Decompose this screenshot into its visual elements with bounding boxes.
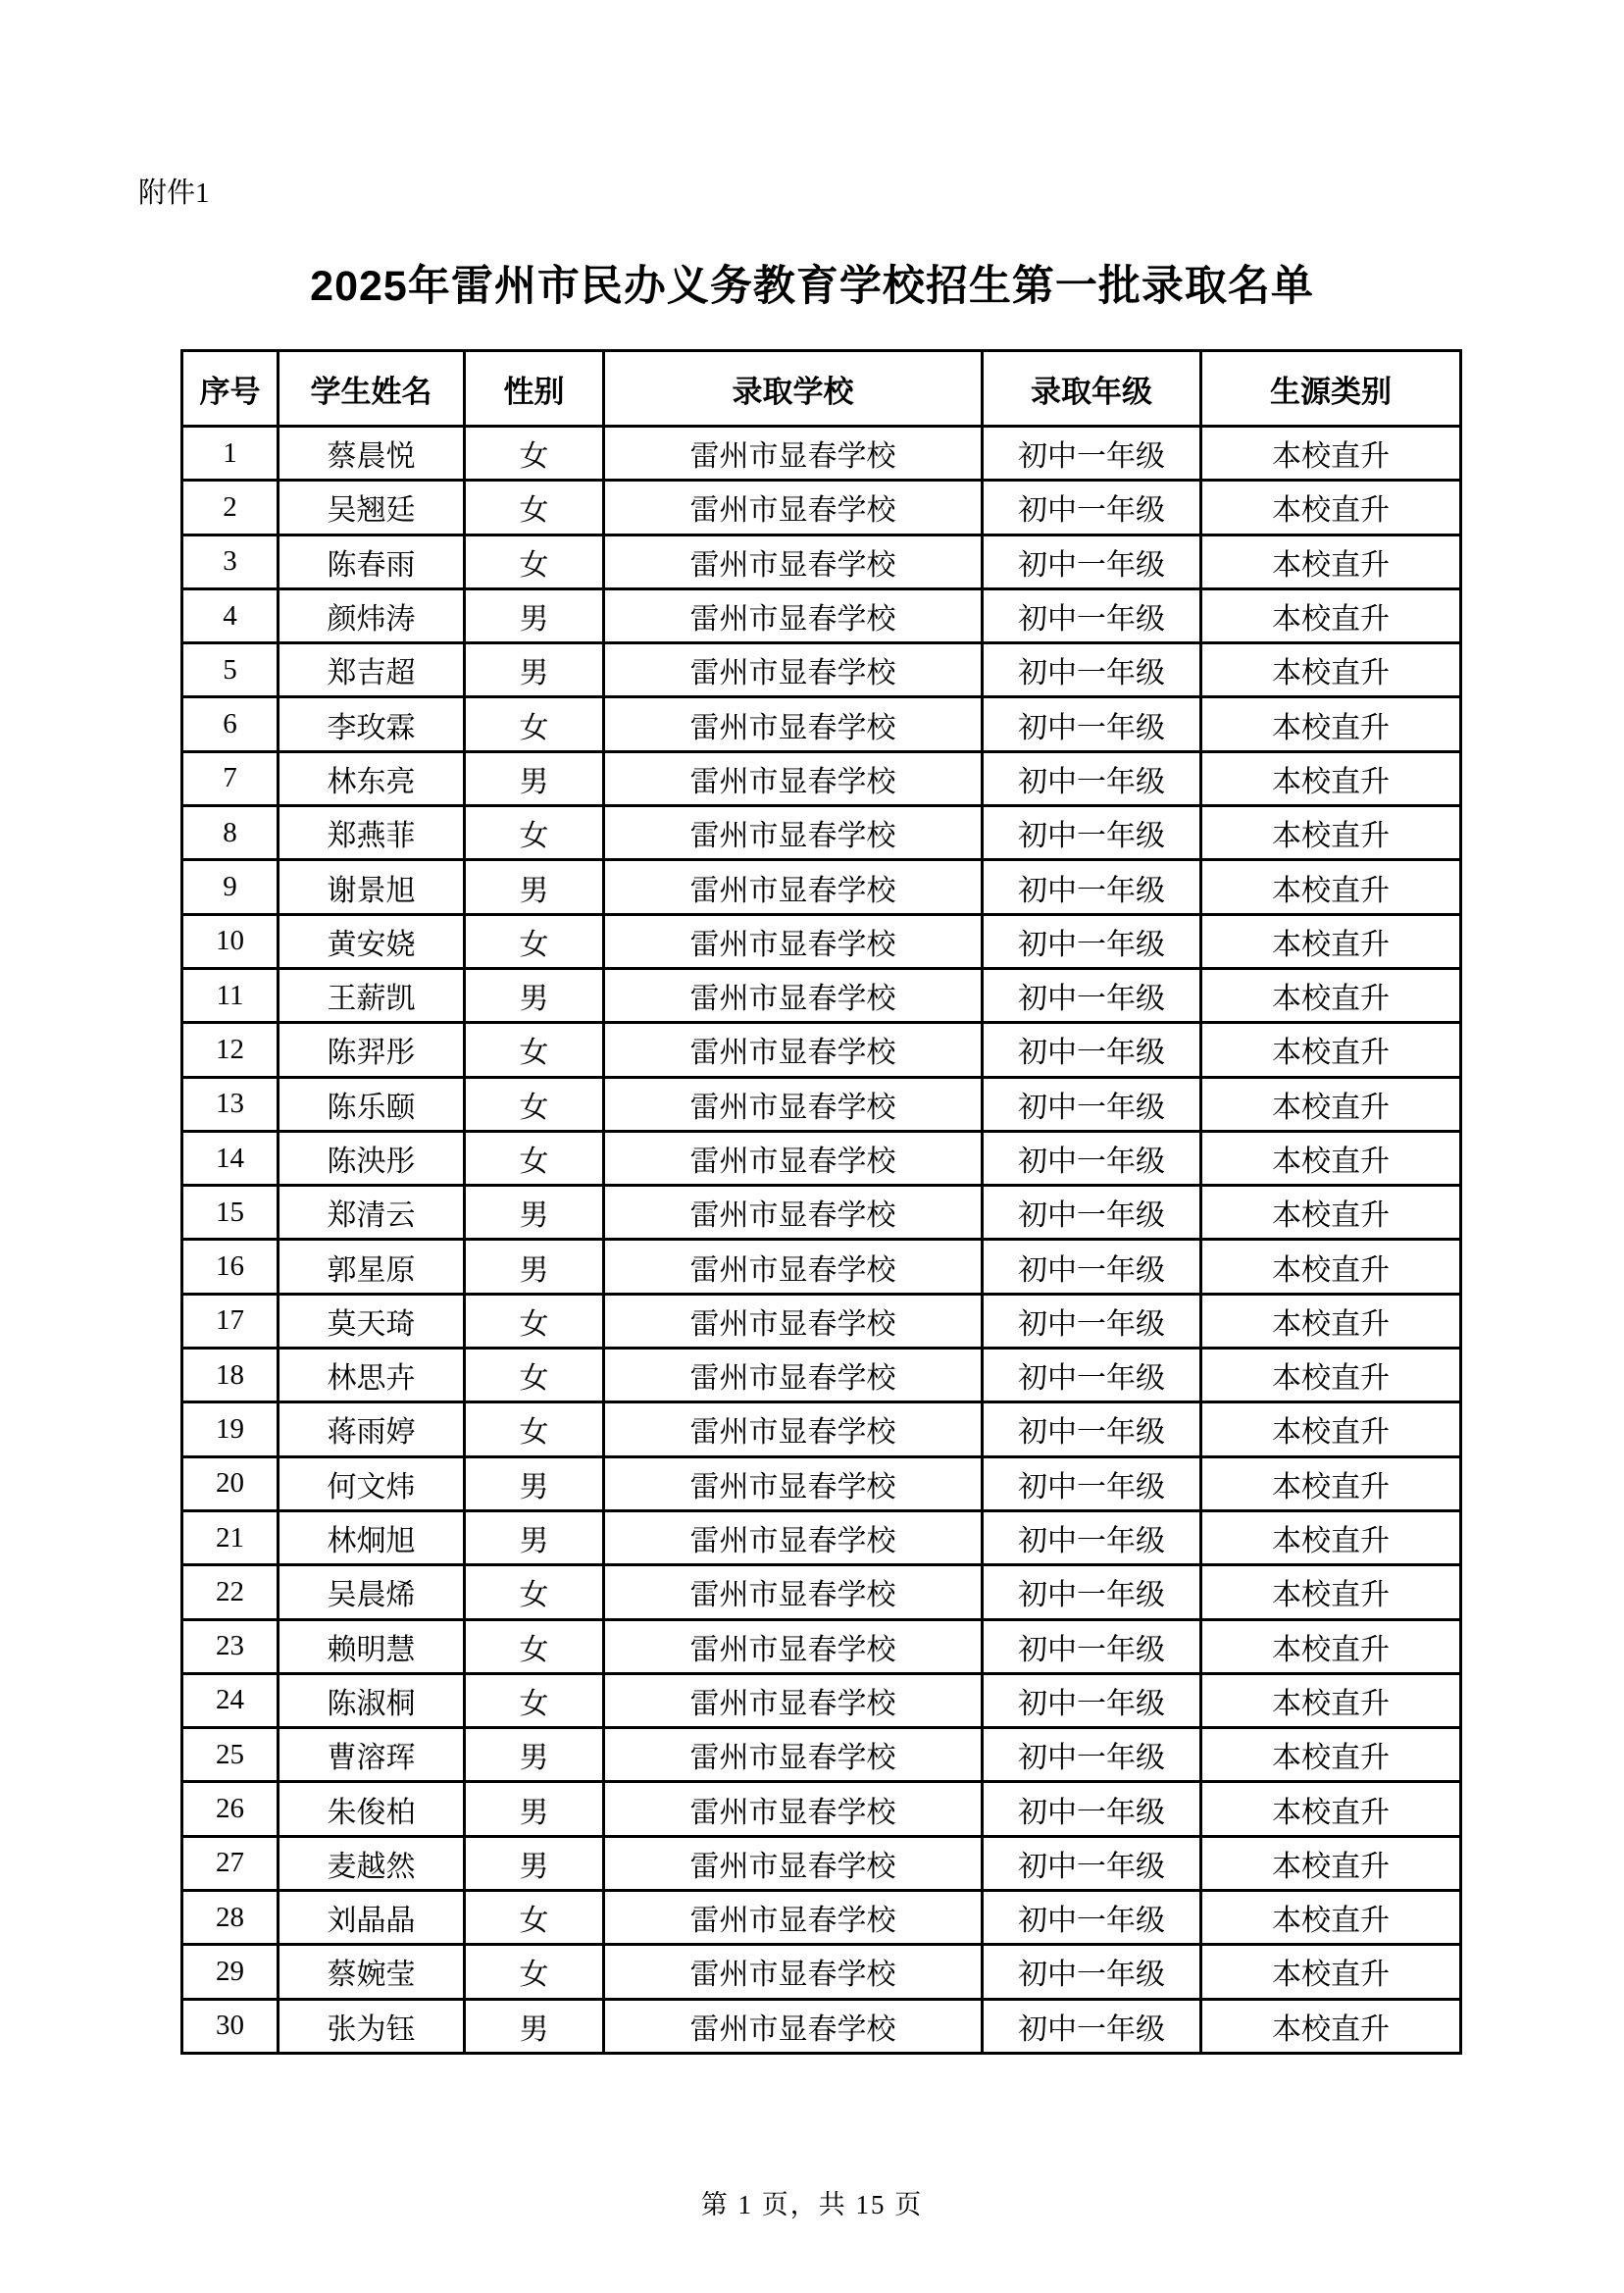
cell-school: 雷州市显春学校 [604, 1945, 983, 1999]
cell-source-type: 本校直升 [1201, 1240, 1461, 1294]
cell-grade: 初中一年级 [983, 1456, 1201, 1510]
cell-student-name: 王薪凯 [279, 968, 465, 1022]
table-row [182, 1349, 1461, 1402]
cell-index: 1 [182, 427, 279, 481]
cell-index: 17 [182, 1294, 279, 1348]
cell-index: 25 [182, 1728, 279, 1782]
cell-index: 9 [182, 860, 279, 914]
cell-student-name: 郑清云 [279, 1186, 465, 1240]
cell-index: 12 [182, 1023, 279, 1077]
table-row [182, 860, 1461, 914]
table-row [182, 1456, 1461, 1510]
table-row [182, 968, 1461, 1022]
cell-school: 雷州市显春学校 [604, 1186, 983, 1240]
cell-gender: 女 [465, 1891, 604, 1945]
cell-index: 30 [182, 1999, 279, 2053]
cell-index: 4 [182, 588, 279, 642]
cell-student-name: 李玫霖 [279, 697, 465, 751]
cell-student-name: 刘晶晶 [279, 1891, 465, 1945]
cell-gender: 男 [465, 1999, 604, 2053]
cell-gender: 女 [465, 1131, 604, 1185]
cell-source-type: 本校直升 [1201, 1077, 1461, 1131]
cell-grade: 初中一年级 [983, 535, 1201, 588]
cell-student-name: 蒋雨婷 [279, 1402, 465, 1456]
cell-source-type: 本校直升 [1201, 1836, 1461, 1890]
cell-index: 11 [182, 968, 279, 1022]
table-row [182, 481, 1461, 535]
table-row [182, 806, 1461, 860]
cell-index: 15 [182, 1186, 279, 1240]
cell-gender: 女 [465, 427, 604, 481]
cell-school: 雷州市显春学校 [604, 914, 983, 968]
admission-table [180, 349, 1462, 2055]
cell-source-type: 本校直升 [1201, 1999, 1461, 2053]
table-body [182, 427, 1461, 2054]
cell-gender: 男 [465, 588, 604, 642]
cell-grade: 初中一年级 [983, 1728, 1201, 1782]
cell-source-type: 本校直升 [1201, 643, 1461, 697]
cell-index: 22 [182, 1565, 279, 1619]
cell-source-type: 本校直升 [1201, 1619, 1461, 1673]
cell-student-name: 莫天琦 [279, 1294, 465, 1348]
cell-gender: 女 [465, 914, 604, 968]
cell-school: 雷州市显春学校 [604, 1294, 983, 1348]
cell-grade: 初中一年级 [983, 1510, 1201, 1564]
col-header-name: 学生姓名 [279, 351, 465, 427]
cell-gender: 男 [465, 968, 604, 1022]
cell-source-type: 本校直升 [1201, 1023, 1461, 1077]
table-row [182, 588, 1461, 642]
cell-school: 雷州市显春学校 [604, 535, 983, 588]
cell-grade: 初中一年级 [983, 914, 1201, 968]
table-row [182, 697, 1461, 751]
cell-source-type: 本校直升 [1201, 1565, 1461, 1619]
col-header-grade: 录取年级 [983, 351, 1201, 427]
cell-student-name: 蔡婉莹 [279, 1945, 465, 1999]
cell-school: 雷州市显春学校 [604, 1673, 983, 1727]
cell-student-name: 黄安娆 [279, 914, 465, 968]
cell-source-type: 本校直升 [1201, 427, 1461, 481]
cell-student-name: 陈淑桐 [279, 1673, 465, 1727]
cell-student-name: 蔡晨悦 [279, 427, 465, 481]
cell-school: 雷州市显春学校 [604, 806, 983, 860]
cell-school: 雷州市显春学校 [604, 1728, 983, 1782]
cell-source-type: 本校直升 [1201, 1673, 1461, 1727]
cell-gender: 男 [465, 1240, 604, 1294]
cell-school: 雷州市显春学校 [604, 1456, 983, 1510]
cell-school: 雷州市显春学校 [604, 588, 983, 642]
table-row [182, 1510, 1461, 1564]
cell-grade: 初中一年级 [983, 697, 1201, 751]
cell-index: 24 [182, 1673, 279, 1727]
cell-grade: 初中一年级 [983, 1402, 1201, 1456]
cell-school: 雷州市显春学校 [604, 481, 983, 535]
cell-source-type: 本校直升 [1201, 1131, 1461, 1185]
cell-student-name: 陈羿彤 [279, 1023, 465, 1077]
cell-student-name: 郑燕菲 [279, 806, 465, 860]
cell-student-name: 曹溶珲 [279, 1728, 465, 1782]
cell-grade: 初中一年级 [983, 1999, 1201, 2053]
cell-index: 13 [182, 1077, 279, 1131]
table-row [182, 1673, 1461, 1727]
col-header-gender: 性别 [465, 351, 604, 427]
cell-gender: 女 [465, 1294, 604, 1348]
cell-index: 6 [182, 697, 279, 751]
table-row [182, 1294, 1461, 1348]
cell-source-type: 本校直升 [1201, 481, 1461, 535]
cell-school: 雷州市显春学校 [604, 1402, 983, 1456]
cell-source-type: 本校直升 [1201, 806, 1461, 860]
cell-student-name: 赖明慧 [279, 1619, 465, 1673]
cell-school: 雷州市显春学校 [604, 968, 983, 1022]
table-row [182, 427, 1461, 481]
table-row [182, 643, 1461, 697]
cell-school: 雷州市显春学校 [604, 1023, 983, 1077]
cell-source-type: 本校直升 [1201, 1782, 1461, 1836]
cell-index: 5 [182, 643, 279, 697]
cell-source-type: 本校直升 [1201, 1891, 1461, 1945]
cell-index: 14 [182, 1131, 279, 1185]
cell-student-name: 郑吉超 [279, 643, 465, 697]
cell-index: 16 [182, 1240, 279, 1294]
table-header-row [182, 351, 1461, 427]
cell-grade: 初中一年级 [983, 643, 1201, 697]
cell-index: 21 [182, 1510, 279, 1564]
col-header-type: 生源类别 [1201, 351, 1461, 427]
cell-grade: 初中一年级 [983, 1619, 1201, 1673]
page-number: 第 1 页，共 15 页 [700, 2190, 924, 2219]
table-row [182, 751, 1461, 805]
cell-grade: 初中一年级 [983, 1023, 1201, 1077]
table-row [182, 1131, 1461, 1185]
cell-source-type: 本校直升 [1201, 697, 1461, 751]
cell-source-type: 本校直升 [1201, 1510, 1461, 1564]
table-row [182, 1077, 1461, 1131]
cell-grade: 初中一年级 [983, 481, 1201, 535]
cell-index: 23 [182, 1619, 279, 1673]
cell-gender: 男 [465, 860, 604, 914]
cell-index: 3 [182, 535, 279, 588]
table-row [182, 1186, 1461, 1240]
cell-index: 28 [182, 1891, 279, 1945]
cell-student-name: 林东亮 [279, 751, 465, 805]
cell-school: 雷州市显春学校 [604, 751, 983, 805]
cell-grade: 初中一年级 [983, 1673, 1201, 1727]
cell-gender: 男 [465, 1782, 604, 1836]
cell-grade: 初中一年级 [983, 1131, 1201, 1185]
table-row [182, 1240, 1461, 1294]
cell-school: 雷州市显春学校 [604, 1565, 983, 1619]
cell-gender: 女 [465, 535, 604, 588]
cell-gender: 女 [465, 481, 604, 535]
cell-student-name: 张为钰 [279, 1999, 465, 2053]
cell-student-name: 麦越然 [279, 1836, 465, 1890]
cell-source-type: 本校直升 [1201, 1349, 1461, 1402]
attachment-label: 附件1 [138, 178, 210, 209]
cell-source-type: 本校直升 [1201, 1186, 1461, 1240]
cell-grade: 初中一年级 [983, 1945, 1201, 1999]
cell-gender: 男 [465, 1510, 604, 1564]
cell-grade: 初中一年级 [983, 860, 1201, 914]
cell-grade: 初中一年级 [983, 1077, 1201, 1131]
cell-gender: 男 [465, 1456, 604, 1510]
cell-school: 雷州市显春学校 [604, 427, 983, 481]
cell-gender: 女 [465, 1565, 604, 1619]
cell-student-name: 朱俊柏 [279, 1782, 465, 1836]
table-row [182, 1402, 1461, 1456]
cell-grade: 初中一年级 [983, 1294, 1201, 1348]
cell-gender: 女 [465, 1402, 604, 1456]
cell-grade: 初中一年级 [983, 968, 1201, 1022]
cell-gender: 女 [465, 1077, 604, 1131]
cell-grade: 初中一年级 [983, 806, 1201, 860]
col-header-school: 录取学校 [604, 351, 983, 427]
cell-school: 雷州市显春学校 [604, 1891, 983, 1945]
cell-source-type: 本校直升 [1201, 1728, 1461, 1782]
cell-source-type: 本校直升 [1201, 1402, 1461, 1456]
col-header-index: 序号 [182, 351, 279, 427]
cell-student-name: 林思卉 [279, 1349, 465, 1402]
cell-student-name: 谢景旭 [279, 860, 465, 914]
cell-school: 雷州市显春学校 [604, 1782, 983, 1836]
cell-source-type: 本校直升 [1201, 914, 1461, 968]
cell-index: 19 [182, 1402, 279, 1456]
cell-gender: 女 [465, 1619, 604, 1673]
cell-grade: 初中一年级 [983, 1836, 1201, 1890]
cell-grade: 初中一年级 [983, 1349, 1201, 1402]
page-title: 2025年雷州市民办义务教育学校招生第一批录取名单 [310, 263, 1314, 310]
cell-source-type: 本校直升 [1201, 1945, 1461, 1999]
cell-source-type: 本校直升 [1201, 588, 1461, 642]
cell-source-type: 本校直升 [1201, 968, 1461, 1022]
cell-index: 20 [182, 1456, 279, 1510]
cell-student-name: 陈泱彤 [279, 1131, 465, 1185]
cell-gender: 女 [465, 1349, 604, 1402]
cell-school: 雷州市显春学校 [604, 1131, 983, 1185]
cell-index: 7 [182, 751, 279, 805]
cell-student-name: 吴翘廷 [279, 481, 465, 535]
cell-student-name: 陈乐颐 [279, 1077, 465, 1131]
cell-source-type: 本校直升 [1201, 751, 1461, 805]
cell-student-name: 郭星原 [279, 1240, 465, 1294]
cell-school: 雷州市显春学校 [604, 1510, 983, 1564]
cell-grade: 初中一年级 [983, 1565, 1201, 1619]
cell-school: 雷州市显春学校 [604, 1349, 983, 1402]
table-row [182, 1945, 1461, 1999]
cell-index: 8 [182, 806, 279, 860]
table-row [182, 1836, 1461, 1890]
cell-gender: 女 [465, 697, 604, 751]
cell-gender: 女 [465, 1673, 604, 1727]
cell-gender: 女 [465, 806, 604, 860]
cell-student-name: 林炯旭 [279, 1510, 465, 1564]
table-row [182, 1023, 1461, 1077]
cell-index: 29 [182, 1945, 279, 1999]
cell-gender: 男 [465, 1836, 604, 1890]
table-row [182, 1619, 1461, 1673]
cell-source-type: 本校直升 [1201, 860, 1461, 914]
table-row [182, 914, 1461, 968]
cell-grade: 初中一年级 [983, 427, 1201, 481]
cell-school: 雷州市显春学校 [604, 697, 983, 751]
cell-gender: 男 [465, 1728, 604, 1782]
cell-school: 雷州市显春学校 [604, 860, 983, 914]
cell-index: 10 [182, 914, 279, 968]
cell-grade: 初中一年级 [983, 1240, 1201, 1294]
cell-student-name: 何文炜 [279, 1456, 465, 1510]
cell-student-name: 吴晨烯 [279, 1565, 465, 1619]
cell-index: 26 [182, 1782, 279, 1836]
cell-gender: 女 [465, 1023, 604, 1077]
table-row [182, 535, 1461, 588]
cell-grade: 初中一年级 [983, 751, 1201, 805]
cell-index: 2 [182, 481, 279, 535]
table-row [182, 1565, 1461, 1619]
cell-gender: 女 [465, 1945, 604, 1999]
table-row [182, 1728, 1461, 1782]
cell-student-name: 陈春雨 [279, 535, 465, 588]
cell-grade: 初中一年级 [983, 1186, 1201, 1240]
table-row [182, 1891, 1461, 1945]
cell-source-type: 本校直升 [1201, 535, 1461, 588]
cell-school: 雷州市显春学校 [604, 1619, 983, 1673]
cell-school: 雷州市显春学校 [604, 643, 983, 697]
cell-school: 雷州市显春学校 [604, 1077, 983, 1131]
cell-student-name: 颜炜涛 [279, 588, 465, 642]
cell-school: 雷州市显春学校 [604, 1999, 983, 2053]
cell-grade: 初中一年级 [983, 588, 1201, 642]
cell-grade: 初中一年级 [983, 1782, 1201, 1836]
cell-index: 18 [182, 1349, 279, 1402]
table-row [182, 1782, 1461, 1836]
cell-school: 雷州市显春学校 [604, 1836, 983, 1890]
cell-gender: 男 [465, 1186, 604, 1240]
table-row [182, 1999, 1461, 2053]
cell-gender: 男 [465, 643, 604, 697]
cell-grade: 初中一年级 [983, 1891, 1201, 1945]
cell-source-type: 本校直升 [1201, 1294, 1461, 1348]
table-header [182, 351, 1461, 427]
cell-gender: 男 [465, 751, 604, 805]
cell-index: 27 [182, 1836, 279, 1890]
cell-school: 雷州市显春学校 [604, 1240, 983, 1294]
cell-source-type: 本校直升 [1201, 1456, 1461, 1510]
